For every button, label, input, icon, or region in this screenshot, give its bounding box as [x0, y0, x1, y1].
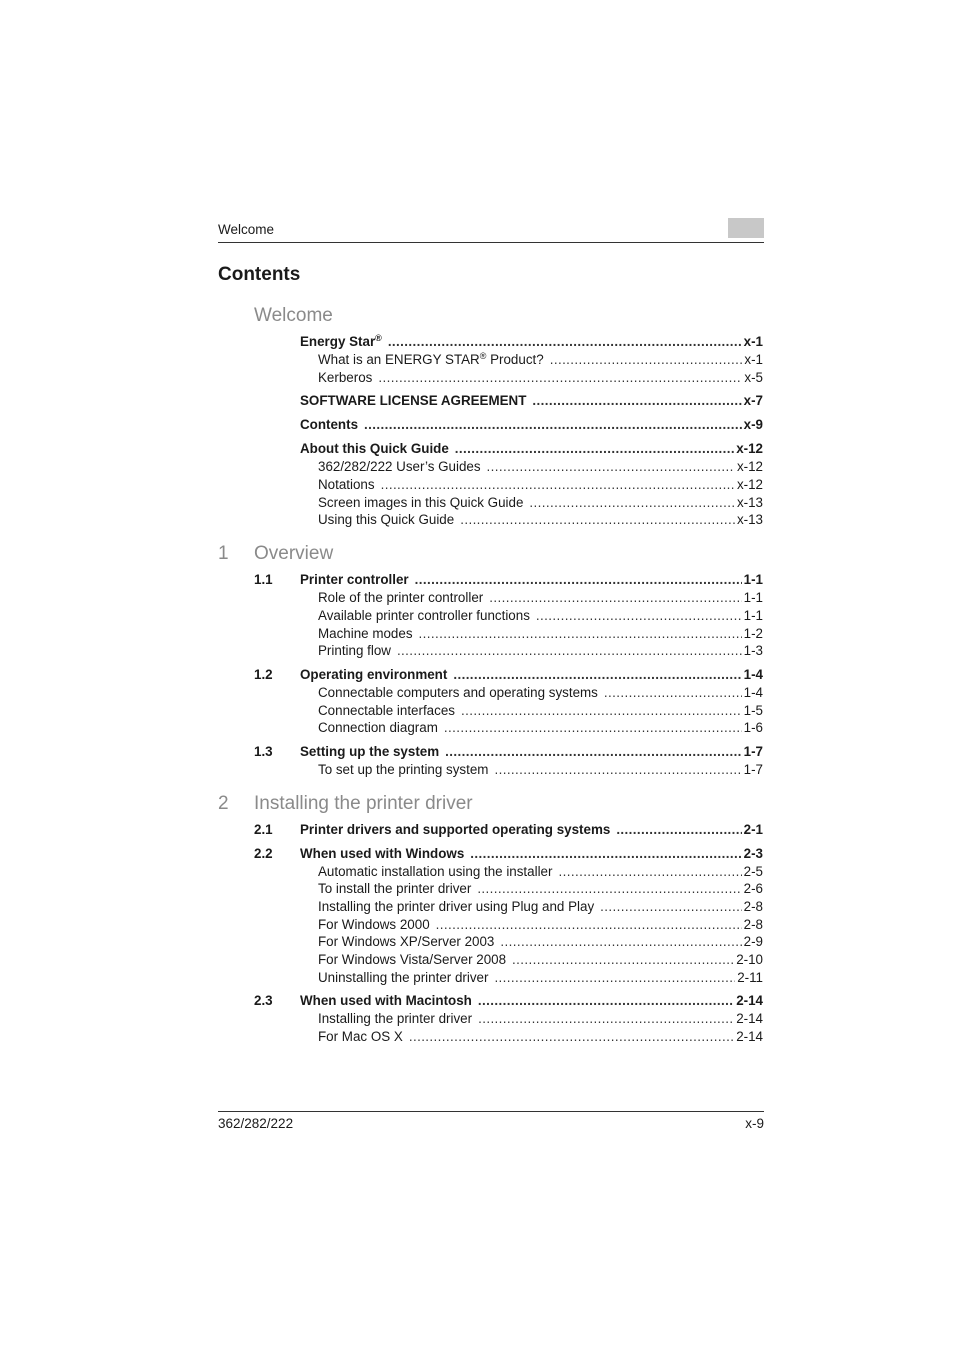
chapter-number: 2: [218, 792, 229, 814]
toc-subentry-label: [318, 512, 454, 527]
toc-subentry-page: x-5: [744, 369, 763, 385]
toc-subentry-page: 1-2: [743, 625, 763, 641]
toc-entry-page: 2-14: [736, 993, 763, 1009]
toc-subentry-page: 2-9: [743, 934, 763, 950]
toc-subentry-label-text: Connectable interfaces: [318, 702, 455, 718]
toc-subentry-page: 2-5: [743, 863, 763, 879]
toc-entry: [218, 744, 763, 762]
toc-subentry-label: [318, 459, 481, 474]
dot-leader: [381, 477, 735, 492]
toc-subentry: [218, 495, 763, 513]
toc-entry-page: 1-1: [743, 572, 763, 588]
footer-page-number: x-9: [745, 1116, 764, 1131]
registered-mark: ®: [375, 333, 382, 343]
dot-leader: [436, 917, 742, 932]
dot-leader: [477, 881, 741, 896]
dot-leader: [478, 1011, 734, 1026]
toc-subentry-label-text: To install the printer driver: [318, 881, 472, 897]
dot-leader: [415, 572, 742, 587]
toc-subentry-page: 1-1: [743, 607, 763, 623]
toc-subentry: [218, 762, 763, 780]
dot-leader: [550, 352, 743, 367]
toc-subentry-page: x-1: [744, 352, 763, 367]
toc-subentry-label: [318, 762, 488, 777]
dot-leader: [364, 417, 742, 432]
toc-entry: [218, 667, 763, 685]
toc-entry-page: 2-1: [743, 821, 763, 837]
dot-leader: [494, 970, 735, 985]
toc-entry-page: x-7: [743, 393, 763, 409]
toc-subentry-label-text: Installing the printer driver: [318, 1011, 473, 1027]
dot-leader: [397, 643, 742, 658]
toc-subentry-page: 1-4: [743, 684, 763, 700]
toc-subentry-label: [318, 477, 375, 492]
toc-entry: [218, 572, 763, 590]
toc-subentry: [218, 952, 763, 970]
toc-entry-label: [300, 993, 472, 1008]
toc-subentry-label-text: Notations: [318, 477, 375, 493]
dot-leader: [445, 744, 742, 759]
toc-subentry: [218, 459, 763, 477]
toc-subentry-label: [318, 917, 430, 932]
toc-subentry-label: [318, 352, 544, 367]
toc-subentry-label: [318, 685, 598, 700]
toc-entry: [218, 393, 763, 411]
toc-entry-number: 1.2: [254, 666, 273, 682]
toc-entry: [218, 993, 763, 1011]
toc-subentry-page: 2-8: [743, 899, 763, 914]
dot-leader: [378, 370, 742, 385]
toc-entry: [218, 334, 763, 352]
toc-subentry: [218, 477, 763, 495]
toc-entry-label: [300, 846, 464, 861]
chapter-number: 1: [218, 543, 229, 565]
toc-subentry: [218, 1029, 763, 1047]
dot-leader: [536, 608, 742, 623]
dot-leader: [487, 459, 735, 474]
toc-entry: [218, 846, 763, 864]
toc-entry: [218, 417, 763, 435]
dot-leader: [512, 952, 734, 967]
toc-entry-number: 2.3: [254, 993, 273, 1009]
toc-subentry: [218, 1011, 763, 1029]
dot-leader: [494, 762, 741, 777]
toc-entry-page: x-1: [743, 334, 763, 349]
toc-subentry-label-text: For Windows 2000: [318, 916, 430, 932]
chapter-heading: [218, 542, 763, 566]
page-footer: [218, 1111, 764, 1131]
toc-entry-label-text: Energy Star: [300, 334, 376, 349]
toc-subentry-page: 2-11: [737, 969, 763, 985]
toc-subentry: [218, 643, 763, 661]
toc-subentry-page: x-13: [736, 494, 763, 510]
toc-entry-label: [300, 744, 439, 759]
toc-entry-page: 1-7: [743, 743, 763, 759]
toc-entry-label-text: Setting up the system: [300, 743, 440, 759]
header-tab-marker: [728, 218, 764, 238]
toc-entry-number: 1.3: [254, 743, 273, 759]
toc-subentry-label: [318, 703, 455, 718]
toc-subentry-label-text: Using this Quick Guide: [318, 512, 455, 528]
toc-subentry-label-text: Printing flow: [318, 643, 391, 659]
toc-entry-label-text: Contents: [300, 417, 359, 433]
toc-entry: [218, 441, 763, 459]
toc-entry-label-text: SOFTWARE LICENSE AGREEMENT: [300, 393, 527, 409]
toc-subentry: [218, 685, 763, 703]
chapter-title: Installing the printer driver: [254, 792, 473, 814]
toc-subentry: [218, 864, 763, 882]
toc-subentry-label-suffix: Product?: [486, 352, 544, 367]
toc-subentry-label: [318, 495, 523, 510]
toc-entry-label: [300, 572, 409, 587]
toc-subentry-label: [318, 970, 488, 985]
toc-subentry-label-text: Machine modes: [318, 625, 413, 641]
toc-subentry-page: 2-10: [736, 952, 763, 968]
toc-subentry-label-text: For Mac OS X: [318, 1029, 403, 1045]
registered-mark: ®: [479, 351, 487, 361]
toc-subentry: [218, 934, 763, 952]
dot-leader: [500, 934, 741, 949]
toc-entry-label-text: About this Quick Guide: [300, 441, 449, 457]
toc-subentry: [218, 899, 763, 917]
toc-entry-label: [300, 334, 382, 349]
toc-subentry-label: [318, 608, 530, 623]
toc-entry-label: [300, 822, 610, 837]
dot-leader: [532, 393, 741, 408]
toc-entry-label: [300, 417, 358, 432]
dot-leader: [444, 720, 742, 735]
toc-subentry-label-text: To set up the printing system: [318, 761, 489, 777]
toc-subentry: [218, 370, 763, 388]
toc-subentry-label-text: For Windows Vista/Server 2008: [318, 952, 507, 968]
dot-leader: [461, 703, 742, 718]
table-of-contents: [218, 304, 763, 1047]
dot-leader: [558, 864, 741, 879]
toc-subentry-label: [318, 952, 506, 967]
toc-entry: [218, 822, 763, 840]
toc-subentry: [218, 917, 763, 935]
toc-subentry-page: 1-7: [743, 761, 763, 777]
toc-subentry-label: [318, 864, 552, 879]
toc-entry-page: 2-3: [743, 845, 763, 861]
toc-entry-page: 1-4: [743, 666, 763, 682]
toc-subentry-label-text: 362/282/222 User’s Guides: [318, 459, 481, 475]
toc-subentry-label-text: Kerberos: [318, 369, 373, 385]
toc-subentry-label-text: Installing the printer driver using Plug and Play: [318, 899, 595, 914]
toc-entry-number: 1.1: [254, 572, 273, 588]
toc-entry-label-text: When used with Windows: [300, 845, 465, 861]
toc-subentry: [218, 626, 763, 644]
toc-subentry: [218, 512, 763, 530]
dot-leader: [600, 899, 741, 914]
toc-subentry-page: x-13: [736, 512, 763, 528]
footer-model: 362/282/222: [218, 1116, 294, 1131]
dot-leader: [470, 846, 741, 861]
toc-entry-label-text: Operating environment: [300, 666, 448, 682]
toc-subentry-label: [318, 899, 594, 914]
toc-entry-label: [300, 441, 449, 456]
toc-subentry-label: [318, 643, 391, 658]
toc-entry-page: x-12: [736, 441, 763, 457]
toc-subentry: [218, 720, 763, 738]
toc-subentry-label: [318, 720, 438, 735]
toc-entry-label: [300, 667, 447, 682]
dot-leader: [489, 590, 741, 605]
toc-subentry: [218, 881, 763, 899]
toc-subentry: [218, 608, 763, 626]
toc-subentry: [218, 970, 763, 988]
toc-subentry: [218, 352, 763, 370]
toc-subentry-page: 2-6: [743, 881, 763, 897]
toc-subentry-label-text: What is an ENERGY STAR: [318, 352, 480, 367]
toc-subentry-label: [318, 590, 483, 605]
page-title: Contents: [218, 264, 301, 285]
toc-entry-number: 2.1: [254, 821, 273, 837]
toc-entry-label-text: When used with Macintosh: [300, 993, 472, 1009]
chapter-title: Overview: [254, 543, 334, 565]
toc-subentry-label: [318, 1029, 403, 1044]
dot-leader: [616, 822, 741, 837]
toc-entry-page: x-9: [743, 417, 763, 433]
toc-subentry: [218, 703, 763, 721]
toc-subentry-page: x-12: [736, 477, 763, 493]
dot-leader: [604, 685, 742, 700]
toc-entry-label-text: Printer drivers and supported operating systems: [300, 821, 611, 837]
dot-leader: [388, 334, 742, 349]
toc-subentry-label-text: For Windows XP/Server 2003: [318, 934, 495, 950]
toc-subentry-label-text: Available printer controller functions: [318, 607, 530, 623]
toc-subentry-label-text: Uninstalling the printer driver: [318, 969, 489, 985]
dot-leader: [460, 512, 735, 527]
toc-subentry-page: 2-8: [743, 916, 763, 932]
dot-leader: [419, 626, 742, 641]
toc-subentry-label-text: Connectable computers and operating systems: [318, 684, 598, 700]
toc-subentry-label-text: Role of the printer controller: [318, 590, 484, 606]
toc-subentry-label-text: Connection diagram: [318, 720, 438, 736]
toc-subentry-label: [318, 934, 494, 949]
toc-subentry-page: 1-5: [743, 702, 763, 718]
page-header: [218, 218, 764, 243]
toc-subentry-page: 1-1: [743, 590, 763, 606]
dot-leader: [478, 993, 734, 1008]
toc-subentry-page: 2-14: [736, 1011, 763, 1027]
toc-subentry-label: [318, 881, 471, 896]
dot-leader: [409, 1029, 734, 1044]
toc-subentry-label-text: Automatic installation using the installer: [318, 863, 553, 879]
dot-leader: [453, 667, 741, 682]
toc-subentry-page: 1-6: [743, 720, 763, 736]
toc-subentry-page: 2-14: [736, 1029, 763, 1045]
toc-subentry-page: x-12: [736, 459, 763, 475]
toc-subentry-label: [318, 1011, 472, 1026]
toc-entry-label: [300, 393, 526, 408]
toc-entry-number: 2.2: [254, 845, 273, 861]
dot-leader: [529, 495, 735, 510]
toc-subentry-label: [318, 370, 372, 385]
dot-leader: [455, 441, 734, 456]
header-title: Welcome: [218, 222, 275, 237]
toc-entry-label-text: Printer controller: [300, 572, 409, 588]
toc-subentry-page: 1-3: [743, 643, 763, 659]
toc-subentry-label-text: Screen images in this Quick Guide: [318, 494, 524, 510]
chapter-heading: [218, 792, 763, 816]
chapter-title: Welcome: [254, 305, 333, 326]
toc-subentry: [218, 590, 763, 608]
chapter-heading: [218, 304, 763, 328]
toc-subentry-label: [318, 626, 413, 641]
